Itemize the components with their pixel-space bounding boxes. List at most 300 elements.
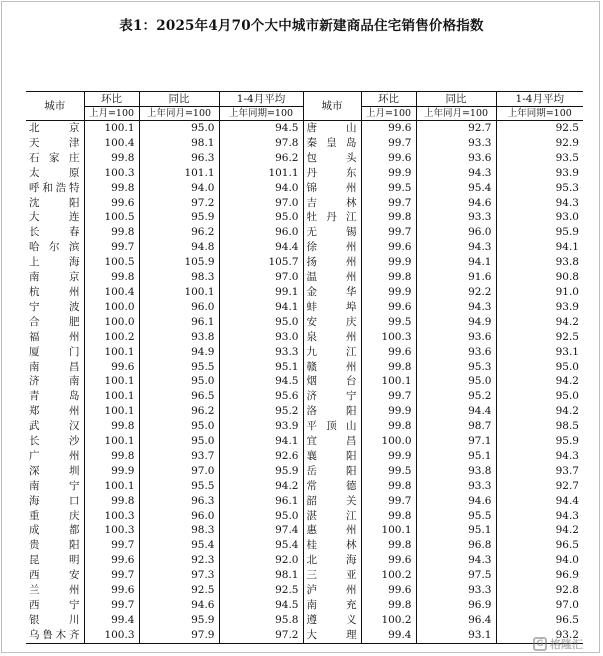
city-name: 南京 [29,271,80,284]
mom-value: 100.1 [84,479,139,494]
yoy-value: 97.9 [139,628,219,643]
yoy-value: 95.0 [416,374,496,389]
table-row [26,121,583,136]
mom-value: 99.8 [361,270,416,285]
table-row [26,464,583,479]
city-name: 桂林 [303,538,361,553]
mom-value: 99.9 [361,404,416,419]
table-row [26,583,583,598]
yoy-value: 93.6 [416,345,496,360]
city-name: 郑州 [29,405,80,418]
mom-value: 100.3 [84,509,139,524]
city-name: 烟台 [303,374,361,389]
avg-value: 101.1 [219,166,303,181]
yoy-value: 94.6 [139,598,219,613]
yoy-value: 94.9 [139,345,219,360]
mom-value: 100.3 [84,523,139,538]
yoy-value: 95.2 [416,389,496,404]
city-name: 南充 [303,598,361,613]
yoy-value: 96.3 [139,494,219,509]
city-name: 牡丹江 [303,210,361,225]
city-name: 湛江 [303,509,361,524]
city-name: 深圳 [29,464,80,477]
yoy-value: 96.4 [416,613,496,628]
yoy-value: 92.2 [416,285,496,300]
mom-value: 99.7 [361,225,416,240]
avg-value: 95.8 [219,613,303,628]
avg-value: 93.7 [496,464,583,479]
avg-value: 92.6 [219,449,303,464]
mom-value: 100.1 [361,523,416,538]
yoy-value: 91.6 [416,270,496,285]
city-name: 包头 [303,151,361,166]
mom-value: 100.4 [84,136,139,151]
mom-value: 99.7 [361,136,416,151]
yoy-value: 96.1 [139,315,219,330]
city-name: 洛阳 [303,404,361,419]
city-name: 南宁 [29,479,80,492]
mom-value: 100.5 [84,255,139,270]
yoy-value: 95.3 [416,360,496,375]
city-name: 兰州 [29,584,80,597]
avg-value: 96.2 [219,151,303,166]
city-name: 北海 [303,553,361,568]
yoy-value: 93.3 [416,583,496,598]
city-name: 安庆 [303,315,361,330]
city-name: 福州 [29,330,80,343]
yoy-value: 93.1 [416,628,496,643]
city-name: 厦门 [29,345,80,358]
header-yoy-right: 同比 [416,92,496,107]
avg-value: 94.1 [219,300,303,315]
city-name: 唐山 [303,121,361,136]
city-name: 青岛 [29,390,80,403]
city-name: 重庆 [29,509,80,522]
mom-value: 100.2 [361,613,416,628]
mom-value: 100.0 [361,434,416,449]
subheader-avg-left: 上年同期=100 [219,107,303,121]
mom-value: 100.1 [84,389,139,404]
city-name: 无锡 [303,225,361,240]
yoy-value: 95.0 [139,419,219,434]
mom-value: 99.9 [361,285,416,300]
yoy-value: 94.3 [416,240,496,255]
mom-value: 100.2 [84,330,139,345]
yoy-value: 95.5 [139,360,219,375]
mom-value: 99.6 [361,121,416,136]
avg-value: 93.9 [219,419,303,434]
yoy-value: 95.0 [139,374,219,389]
avg-value: 96.1 [219,494,303,509]
yoy-value: 94.8 [139,240,219,255]
mom-value: 100.1 [84,404,139,419]
avg-value: 95.0 [496,360,583,375]
city-name: 太原 [29,166,80,179]
header-yoy-left: 同比 [139,92,219,107]
city-name: 赣州 [303,360,361,375]
city-name: 成都 [29,524,80,537]
city-name: 西宁 [29,599,80,611]
mom-value: 99.6 [84,360,139,375]
city-name: 北京 [29,122,80,134]
avg-value: 94.4 [219,240,303,255]
avg-value: 95.2 [219,404,303,419]
yoy-value: 94.3 [416,553,496,568]
mom-value: 99.8 [361,210,416,225]
mom-value: 99.5 [361,464,416,479]
avg-value: 93.1 [496,345,583,360]
yoy-value: 98.7 [416,419,496,434]
yoy-value: 98.3 [139,270,219,285]
mom-value: 100.2 [361,568,416,583]
table-row [26,434,583,449]
yoy-value: 96.5 [139,389,219,404]
city-name: 乌鲁木齐 [29,628,80,641]
yoy-value: 94.6 [416,494,496,509]
city-name: 长沙 [29,435,80,448]
avg-value: 94.4 [496,494,583,509]
avg-value: 95.9 [496,225,583,240]
avg-value: 95.1 [219,360,303,375]
city-name: 三亚 [303,568,361,583]
avg-value: 94.2 [496,404,583,419]
mom-value: 99.8 [361,538,416,553]
city-name: 丹东 [303,166,361,181]
city-name: 西安 [29,569,80,582]
avg-value: 95.0 [219,315,303,330]
mom-value: 100.3 [84,628,139,643]
avg-value: 92.5 [496,121,583,136]
avg-value: 94.0 [219,181,303,196]
yoy-value: 93.6 [416,151,496,166]
mom-value: 99.8 [84,151,139,166]
table-row [26,330,583,345]
mom-value: 100.3 [361,330,416,345]
yoy-value: 94.4 [416,404,496,419]
table-row [26,523,583,538]
avg-value: 97.0 [219,196,303,211]
yoy-value: 93.3 [416,136,496,151]
avg-value: 96.0 [219,225,303,240]
city-name: 襄阳 [303,449,361,464]
yoy-value: 96.2 [139,225,219,240]
table-row [26,240,583,255]
avg-value: 94.2 [496,315,583,330]
yoy-value: 94.0 [139,181,219,196]
avg-value: 94.0 [496,553,583,568]
city-name: 哈尔滨 [29,241,80,254]
avg-value: 95.9 [496,434,583,449]
yoy-value: 96.8 [416,538,496,553]
city-name: 温州 [303,270,361,285]
mom-value: 99.6 [361,240,416,255]
city-name: 武汉 [29,420,80,433]
mom-value: 99.8 [84,181,139,196]
yoy-value: 97.5 [416,568,496,583]
yoy-value: 96.0 [416,225,496,240]
city-name: 遵义 [303,613,361,628]
avg-value: 94.3 [496,449,583,464]
city-name: 九江 [303,345,361,360]
mom-value: 100.4 [84,285,139,300]
avg-value: 93.0 [496,210,583,225]
table-row [26,389,583,404]
table-row [26,270,583,285]
subheader-yoy-left: 上年同月=100 [139,107,219,121]
avg-value: 92.5 [219,583,303,598]
avg-value: 93.9 [496,300,583,315]
yoy-value: 100.1 [139,285,219,300]
table-row [26,151,583,166]
mom-value: 100.5 [84,210,139,225]
avg-value: 92.7 [496,479,583,494]
watermark-logo [533,636,597,652]
header-city-left: 城市 [26,92,84,121]
yoy-value: 97.1 [416,434,496,449]
city-name: 平顶山 [303,419,361,434]
mom-value: 99.6 [361,345,416,360]
city-name: 蚌埠 [303,300,361,315]
avg-value: 92.0 [219,553,303,568]
table-row [26,613,583,628]
city-name: 常德 [303,479,361,494]
avg-value: 99.1 [219,285,303,300]
table-row [26,494,583,509]
avg-value: 94.1 [496,240,583,255]
mom-value: 99.5 [361,315,416,330]
city-name: 泉州 [303,330,361,345]
yoy-value: 95.5 [139,479,219,494]
table-row [26,628,583,643]
avg-value: 95.4 [219,538,303,553]
avg-value: 94.5 [219,121,303,136]
table-row [26,598,583,613]
city-name: 金华 [303,285,361,300]
avg-value: 97.8 [219,136,303,151]
mom-value: 99.8 [361,509,416,524]
avg-value: 90.8 [496,270,583,285]
yoy-value: 98.3 [139,523,219,538]
city-name: 徐州 [303,240,361,255]
yoy-value: 97.2 [139,196,219,211]
yoy-value: 92.3 [139,553,219,568]
table-row [26,255,583,270]
city-name: 韶关 [303,494,361,509]
table-row [26,181,583,196]
mom-value: 99.9 [361,166,416,181]
avg-value: 93.0 [219,330,303,345]
mom-value: 99.9 [361,449,416,464]
yoy-value: 105.9 [139,255,219,270]
avg-value: 97.0 [496,598,583,613]
avg-value: 94.3 [496,196,583,211]
yoy-value: 98.1 [139,136,219,151]
yoy-value: 95.5 [416,509,496,524]
header-avg-right: 1-4月平均 [496,92,583,107]
mom-value: 99.9 [361,255,416,270]
mom-value: 99.8 [84,494,139,509]
city-name: 吉林 [303,196,361,211]
mom-value: 100.1 [84,345,139,360]
mom-value: 99.8 [84,449,139,464]
mom-value: 99.5 [361,181,416,196]
yoy-value: 94.3 [416,300,496,315]
avg-value: 96.9 [496,568,583,583]
mom-value: 99.4 [84,613,139,628]
watermark-glyph: G [533,637,547,651]
avg-value: 95.0 [219,509,303,524]
header-mom-right: 环比 [361,92,416,107]
city-name: 岳阳 [303,464,361,479]
subheader-yoy-right: 上年同月=100 [416,107,496,121]
mom-value: 99.6 [361,300,416,315]
avg-value: 95.0 [496,389,583,404]
city-name: 泸州 [303,583,361,598]
avg-value: 94.1 [219,434,303,449]
subheader-mom-right: 上月=100 [361,107,416,121]
yoy-value: 92.7 [416,121,496,136]
yoy-value: 94.6 [416,196,496,211]
header-mom-left: 环比 [84,92,139,107]
city-name: 杭州 [29,285,80,298]
city-name: 沈阳 [29,196,80,209]
yoy-value: 93.6 [416,330,496,345]
avg-value: 96.5 [496,538,583,553]
city-name: 合肥 [29,315,80,328]
mom-value: 100.0 [84,315,139,330]
table-row [26,136,583,151]
avg-value: 93.8 [496,255,583,270]
price-index-table [26,91,583,644]
header-row [26,92,583,107]
table-row [26,449,583,464]
mom-value: 99.7 [361,389,416,404]
city-name: 宜昌 [303,434,361,449]
mom-value: 99.6 [84,196,139,211]
yoy-value: 95.9 [139,210,219,225]
table-row [26,553,583,568]
yoy-value: 95.0 [139,434,219,449]
avg-value: 93.2 [496,628,583,643]
city-name: 惠州 [303,523,361,538]
mom-value: 99.8 [84,270,139,285]
mom-value: 99.6 [84,553,139,568]
avg-value: 94.2 [496,374,583,389]
yoy-value: 97.3 [139,568,219,583]
mom-value: 100.3 [84,166,139,181]
yoy-value: 95.4 [416,181,496,196]
mom-value: 99.4 [361,628,416,643]
table-row [26,479,583,494]
avg-value: 91.0 [496,285,583,300]
yoy-value: 94.3 [416,166,496,181]
table-row [26,360,583,375]
city-name: 贵阳 [29,539,80,552]
avg-value: 94.5 [219,598,303,613]
mom-value: 99.7 [84,568,139,583]
mom-value: 99.6 [361,553,416,568]
yoy-value: 96.3 [139,151,219,166]
yoy-value: 95.4 [139,538,219,553]
avg-value: 92.8 [496,583,583,598]
table-row [26,509,583,524]
city-name: 大理 [303,628,361,643]
yoy-value: 93.3 [416,479,496,494]
city-name: 长春 [29,226,80,239]
avg-value: 92.5 [496,330,583,345]
yoy-value: 97.0 [139,464,219,479]
avg-value: 94.2 [496,523,583,538]
mom-value: 99.8 [361,360,416,375]
table-row [26,285,583,300]
mom-value: 100.0 [84,300,139,315]
avg-value: 98.1 [219,568,303,583]
mom-value: 100.1 [84,434,139,449]
yoy-value: 94.9 [416,315,496,330]
yoy-value: 96.2 [139,404,219,419]
avg-value: 97.4 [219,523,303,538]
mom-value: 99.6 [361,151,416,166]
table-row [26,315,583,330]
avg-value: 93.5 [496,151,583,166]
city-name: 南昌 [29,360,80,373]
subheader-avg-right: 上年同期=100 [496,107,583,121]
mom-value: 100.1 [361,374,416,389]
avg-value: 96.5 [496,613,583,628]
avg-value: 92.9 [496,136,583,151]
table-body [26,121,583,644]
table-row [26,300,583,315]
yoy-value: 95.1 [416,449,496,464]
table-row [26,374,583,389]
city-name: 昆明 [29,554,80,567]
city-name: 广州 [29,449,80,462]
yoy-value: 101.1 [139,166,219,181]
city-name: 大连 [29,211,80,224]
table-row [26,345,583,360]
mom-value: 99.9 [84,464,139,479]
header-city-right: 城市 [303,92,361,121]
mom-value: 99.8 [361,419,416,434]
table-row [26,404,583,419]
watermark-text: 格隆汇 [550,638,583,651]
table-row [26,538,583,553]
price-index-table-container [26,91,583,644]
city-name: 宁波 [29,300,80,313]
mom-value: 99.7 [84,598,139,613]
mom-value: 99.8 [361,598,416,613]
table-row [26,419,583,434]
mom-value: 99.7 [361,196,416,211]
mom-value: 100.1 [84,121,139,136]
city-name: 天津 [29,136,80,149]
city-name: 呼和浩特 [29,181,80,194]
city-name: 上海 [29,256,80,269]
table-row [26,210,583,225]
avg-value: 93.9 [496,166,583,181]
mom-value: 99.8 [84,225,139,240]
yoy-value: 95.9 [139,613,219,628]
yoy-value: 96.0 [139,509,219,524]
avg-value: 93.3 [219,345,303,360]
avg-value: 95.3 [496,181,583,196]
yoy-value: 94.1 [416,255,496,270]
yoy-value: 93.8 [416,464,496,479]
avg-value: 94.5 [219,374,303,389]
table-row [26,196,583,211]
yoy-value: 93.3 [416,210,496,225]
yoy-value: 93.7 [139,449,219,464]
